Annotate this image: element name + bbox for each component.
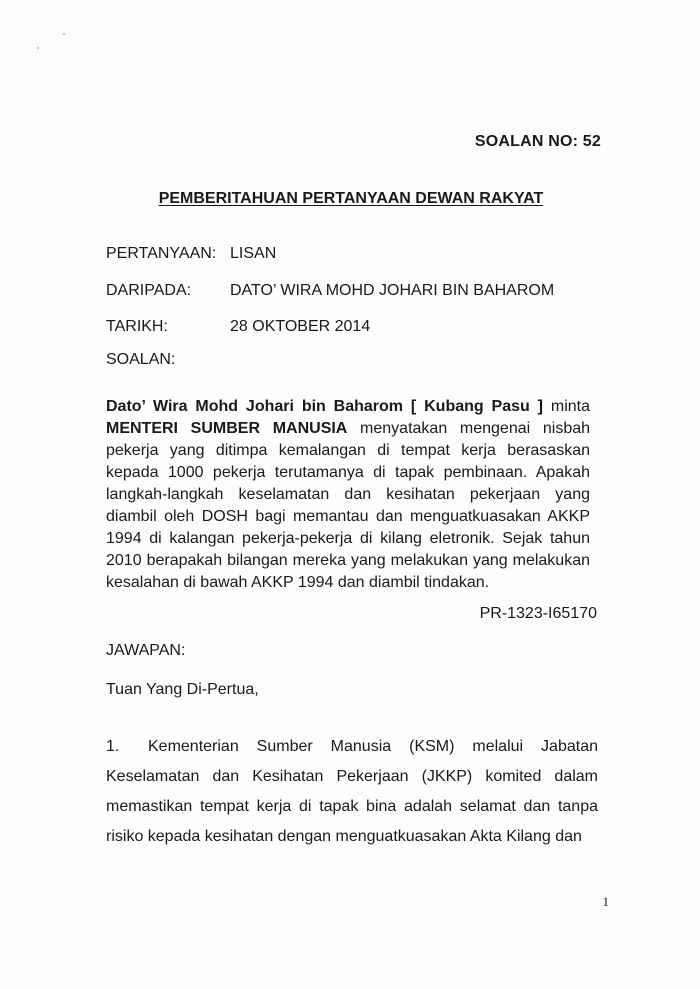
daripada-value: DATO’ WIRA MOHD JOHARI BIN BAHAROM [230, 282, 555, 299]
answer-text: Kementerian Sumber Manusia (KSM) melalui Jabatan Keselamatan dan Kesihatan Pekerjaan (JKKP) komited dalam memastikan tempat kerja di tapak bina adalah selamat dan tanpa risiko kepada kesihatan dengan menguatkuasakan Akta Kilang dan [106, 738, 598, 845]
question-paragraph [106, 396, 590, 594]
daripada-label: DARIPADA: [106, 282, 192, 299]
meta-row-tarikh [106, 318, 370, 336]
meta-row-soalan [106, 351, 230, 369]
paragraph-number: 1. [106, 738, 120, 755]
pertanyaan-label: PERTANYAAN: [106, 245, 217, 262]
question-number: SOALAN NO: 52 [474, 133, 601, 150]
page-number: 1 [602, 894, 609, 909]
tarikh-label: TARIKH: [106, 318, 168, 335]
meta-row-pertanyaan [106, 245, 276, 263]
minister-name: MENTERI SUMBER MANUSIA [106, 420, 348, 437]
meta-row-daripada [106, 282, 554, 300]
pertanyaan-value: LISAN [230, 245, 277, 262]
answer-paragraph-1 [106, 732, 598, 852]
salutation: Tuan Yang Di-Pertua, [106, 681, 259, 698]
document-title: PEMBERITAHUAN PERTANYAAN DEWAN RAKYAT [158, 190, 544, 207]
question-text-2: menyatakan mengenai nisbah pekerja yang ditimpa kemalangan di tempat kerja berasaskan kepada 1000 pekerja terutamanya di tapak pembinaan. Apakah langkah-langkah keselamatan dan kesihatan pekerjaan yang diambil oleh DOSH bagi memantau dan menguatkuasakan AKKP 1994 di kalangan pekerja-pekerja di kilang eletronik. Sejak tahun 2010 berapakah bilangan mereka yang melakukan yang melakukan kesalahan di bawah AKKP 1994 dan diambil tindakan. [106, 420, 591, 591]
asker-name: Dato’ Wira Mohd Johari bin Baharom [ Kubang Pasu ] [106, 398, 543, 415]
question-text-1: minta [543, 398, 591, 415]
answer-label: JAWAPAN: [106, 642, 186, 659]
tarikh-value: 28 OKTOBER 2014 [230, 318, 371, 335]
soalan-label: SOALAN: [106, 351, 176, 368]
reference-code: PR-1323-I65170 [479, 605, 597, 622]
scan-speck [63, 33, 65, 35]
scan-speck [37, 47, 39, 49]
